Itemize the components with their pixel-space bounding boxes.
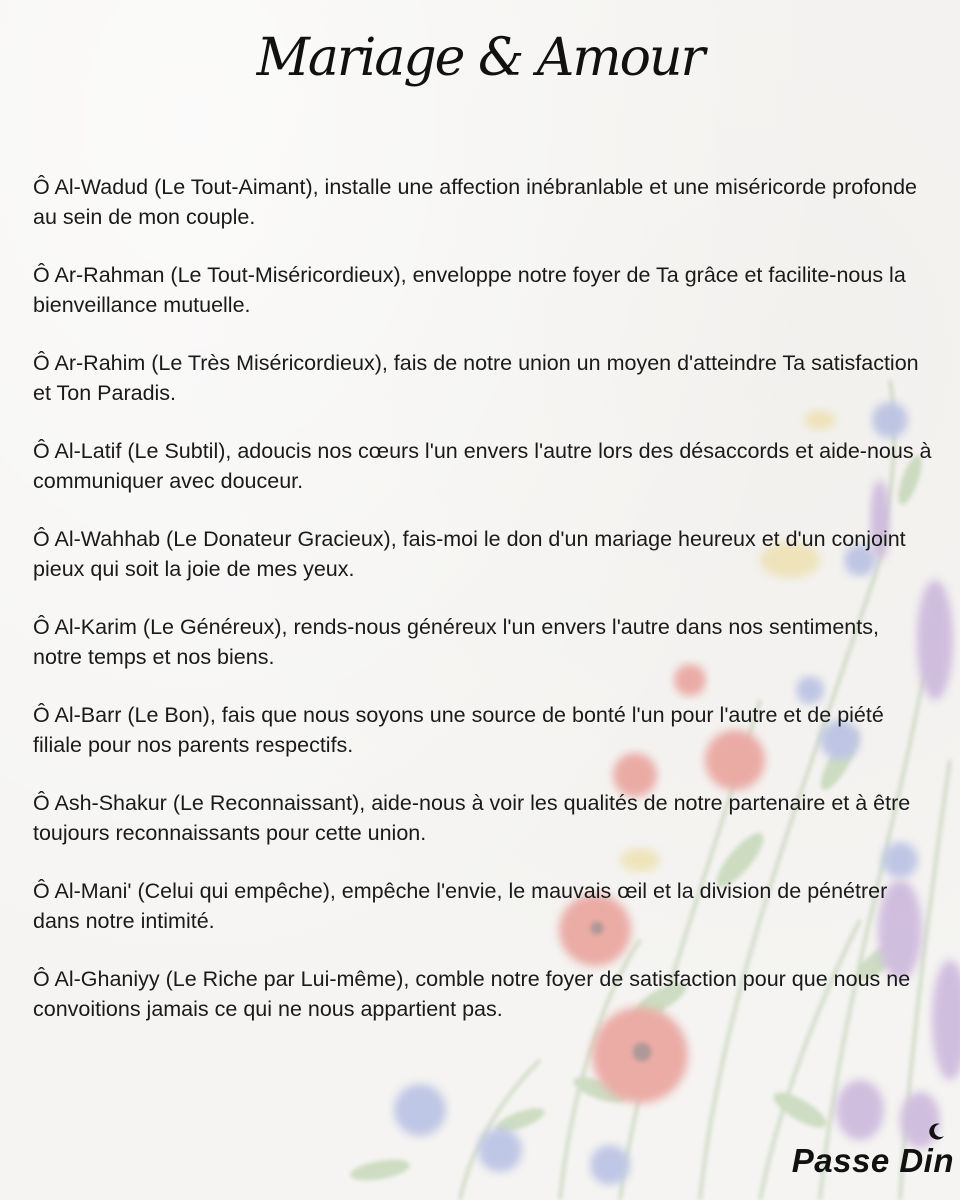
prayer-item: Ô Al-Latif (Le Subtil), adoucis nos cœurs l'un envers l'autre lors des désaccords et aide-nous à communiquer avec douceur. [33, 439, 932, 493]
prayer-item: Ô Al-Ghaniyy (Le Riche par Lui-même), comble notre foyer de satisfaction pour que nous ne convoitions jamais ce qui ne nous appartient pas. [33, 967, 911, 1021]
prayer-item: Ô Al-Wadud (Le Tout-Aimant), installe une affection inébranlable et une miséricorde profonde au sein de mon couple. [33, 175, 917, 229]
prayer-item: Ô Al-Karim (Le Généreux), rends-nous généreux l'un envers l'autre dans nos sentiments, notre temps et nos biens. [33, 615, 879, 669]
prayer-item: Ô Ash-Shakur (Le Reconnaissant), aide-nous à voir les qualités de notre partenaire et à être toujours reconnaissants pour cette union. [33, 791, 911, 845]
prayer-item: Ô Al-Mani' (Celui qui empêche), empêche l'envie, le mauvais œil et la division de pénétrer dans notre intimité. [33, 879, 888, 933]
prayer-item: Ô Al-Barr (Le Bon), fais que nous soyons une source de bonté l'un pour l'autre et de piété filiale pour nos parents respectifs. [33, 703, 884, 757]
prayer-item: Ô Al-Wahhab (Le Donateur Gracieux), fais-moi le don d'un mariage heureux et d'un conjoint pieux qui soit la joie de mes yeux. [33, 527, 906, 581]
brand-logo-text: Passe Din [791, 1142, 954, 1179]
prayer-list [33, 172, 933, 1052]
crescent-moon-icon [926, 1122, 946, 1142]
prayer-item: Ô Ar-Rahman (Le Tout-Miséricordieux), enveloppe notre foyer de Ta grâce et facilite-nous la bienveillance mutuelle. [33, 263, 906, 317]
page-title: Mariage & Amour [256, 28, 704, 88]
prayer-item: Ô Ar-Rahim (Le Très Miséricordieux), fais de notre union un moyen d'atteindre Ta satisfaction et Ton Paradis. [33, 351, 919, 405]
